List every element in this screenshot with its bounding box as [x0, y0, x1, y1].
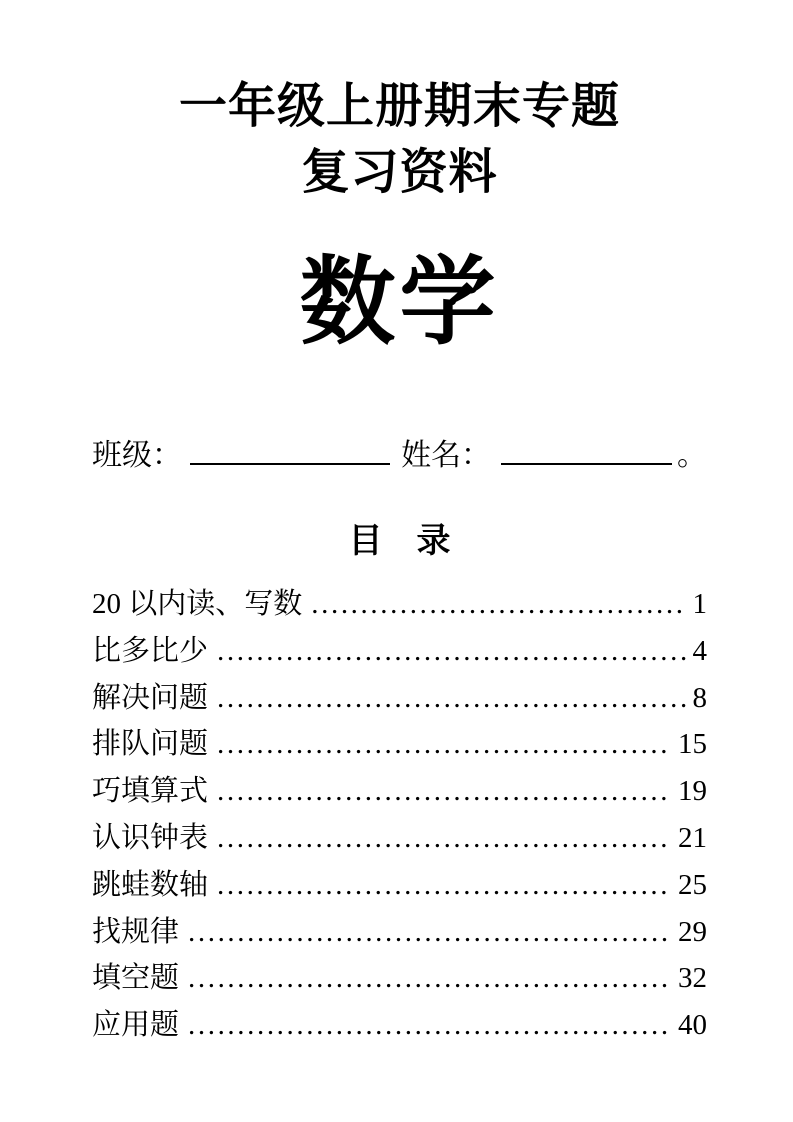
- toc-dot-leader: [188, 909, 671, 956]
- toc-entry: [92, 675, 707, 722]
- toc-entry: [92, 955, 707, 1002]
- toc-entry-page: 1: [692, 588, 707, 620]
- toc-entry-page: 15: [678, 728, 707, 761]
- toc-entry-label: 填空题: [92, 962, 180, 995]
- toc-entry-label: 排队问题: [92, 728, 209, 761]
- toc-dot-leader: [217, 628, 685, 675]
- toc-dot-leader: [311, 581, 685, 628]
- subject-title: 数学: [299, 249, 500, 356]
- toc-entry-label: 应用题: [92, 1009, 180, 1042]
- class-name-line: [92, 436, 707, 475]
- toc-entry-page: 21: [678, 821, 707, 854]
- toc-entry: [92, 628, 707, 675]
- name-label: 姓名：: [401, 439, 492, 472]
- class-blank-line: [190, 460, 390, 465]
- document-title: [92, 74, 707, 206]
- toc-entry-page: 19: [678, 775, 707, 808]
- toc-entry-label: 跳蛙数轴: [92, 868, 209, 901]
- toc-entry-label: 巧填算式: [92, 775, 209, 808]
- period-mark: 。: [677, 439, 707, 472]
- toc-entry: [92, 862, 707, 909]
- toc-entry: [92, 581, 707, 628]
- toc-entry-page: 40: [678, 1009, 707, 1042]
- toc-entry: [92, 1002, 707, 1049]
- toc-dot-leader: [188, 955, 671, 1002]
- toc-entry: [92, 909, 707, 956]
- toc-entry-label: 20 以内读、写数: [92, 588, 303, 620]
- toc-entry-page: 8: [692, 681, 707, 714]
- toc-dot-leader: [217, 815, 671, 862]
- toc-entry-label: 认识钟表: [92, 821, 209, 854]
- toc-entry-page: 29: [678, 915, 707, 948]
- toc-entry: [92, 721, 707, 768]
- toc-dot-leader: [217, 675, 685, 722]
- toc-dot-leader: [188, 1002, 671, 1049]
- title-line-2: 复习资料: [301, 146, 498, 199]
- toc-dot-leader: [217, 862, 671, 909]
- title-line-1: 一年级上册期末专题: [178, 80, 620, 133]
- toc-entry: [92, 768, 707, 815]
- toc-dot-leader: [217, 768, 671, 815]
- toc-heading: 目 录: [348, 523, 451, 560]
- toc-entry: [92, 815, 707, 862]
- toc-entry-label: 找规律: [92, 915, 180, 948]
- class-label: 班级：: [92, 439, 182, 472]
- toc-entry-label: 解决问题: [92, 681, 209, 714]
- toc-entry-page: 4: [692, 634, 707, 667]
- toc-entry-label: 比多比少: [92, 634, 209, 667]
- toc-entry-page: 25: [678, 868, 707, 901]
- toc-dot-leader: [217, 721, 671, 768]
- toc-entry-page: 32: [678, 962, 707, 995]
- toc-list: [92, 581, 707, 1049]
- name-blank-line: [501, 460, 672, 465]
